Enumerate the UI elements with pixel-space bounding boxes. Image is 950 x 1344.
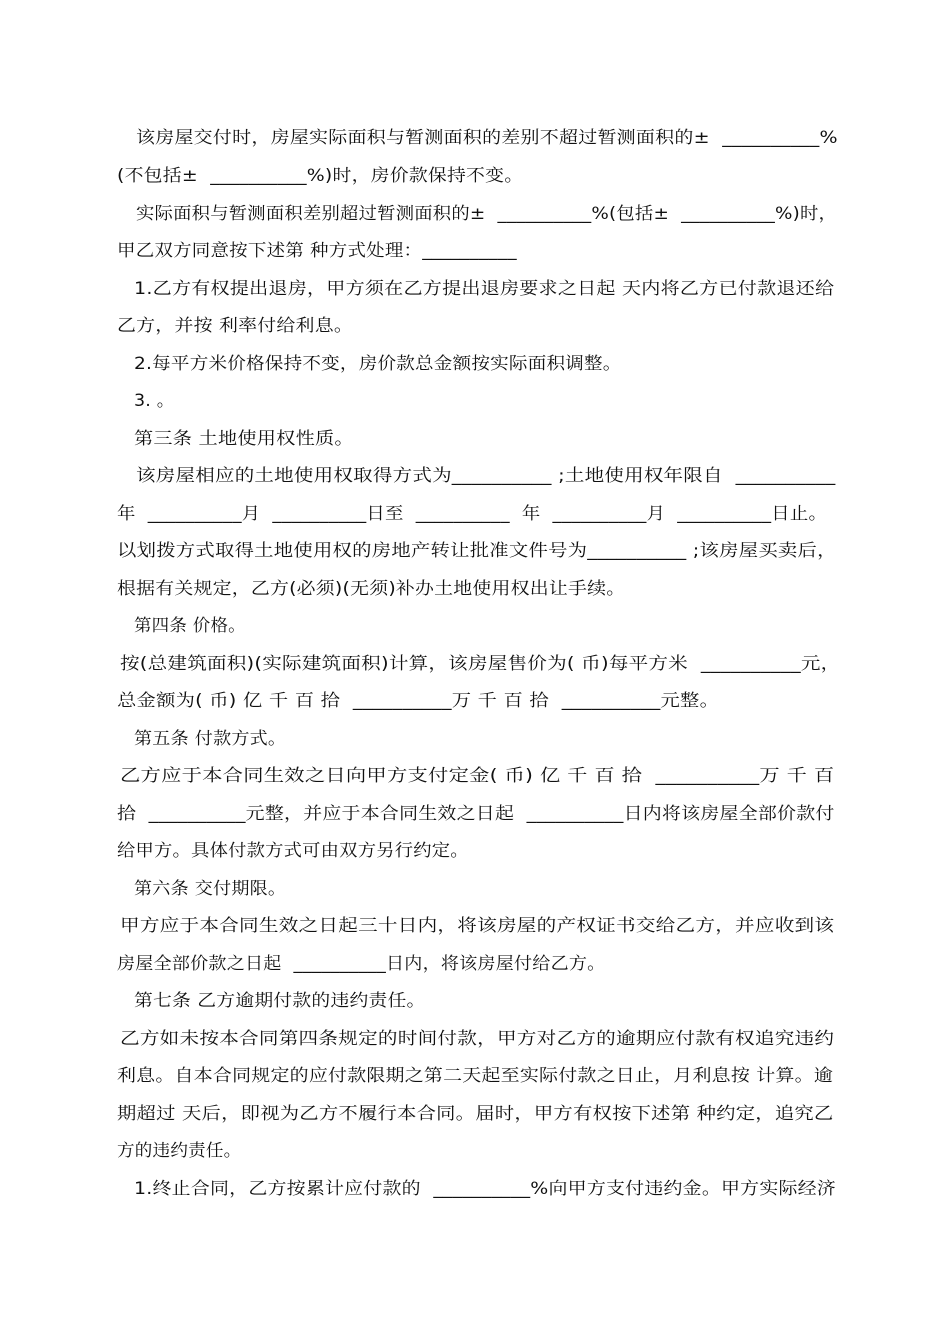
text-line: (不包括± __________%)时，房价款保持不变。 (117, 166, 524, 186)
text-line: 1.乙方有权提出退房，甲方须在乙方提出退房要求之日起 天内将乙方已付款退还给 (134, 279, 835, 299)
text-line: 1.终止合同，乙方按累计应付款的 __________%向甲方支付违约金。甲方实际经济 (134, 1179, 836, 1199)
section-heading: 第七条 乙方逾期付款的违约责任。 (134, 991, 426, 1011)
text-line: 该房屋交付时，房屋实际面积与暂测面积的差别不超过暂测面积的± __________% (136, 128, 838, 148)
text-line: 利息。自本合同规定的应付款限期之第二天起至实际付款之日止，月利息按 计算。逾 (117, 1066, 834, 1086)
text-line: 根据有关规定，乙方(必须)(无须)补办土地使用权出让手续。 (117, 579, 626, 599)
text-line: 按(总建筑面积)(实际建筑面积)计算，该房屋售价为( 币)每平方米 __________元， (120, 654, 841, 674)
text-line: 甲方应于本合同生效之日起三十日内，将该房屋的产权证书交给乙方，并应收到该 (120, 916, 835, 936)
text-line: 总金额为( 币) 亿 千 百 拾 __________万 千 百 拾 __________元整。 (117, 691, 720, 711)
text-line: 甲乙双方同意按下述第 种方式处理：__________ (117, 241, 517, 261)
text-line: 乙方应于本合同生效之日向甲方支付定金( 币) 亿 千 百 拾 __________万 千 百 (120, 766, 835, 786)
text-line: 2.每平方米价格保持不变，房价款总金额按实际面积调整。 (134, 354, 622, 374)
text-line: 方的违约责任。 (117, 1141, 242, 1161)
section-heading: 第三条 土地使用权性质。 (134, 429, 354, 449)
section-heading: 第五条 付款方式。 (134, 729, 287, 749)
text-line: 乙方如未按本合同第四条规定的时间付款，甲方对乙方的逾期应付款有权追究违约 (120, 1029, 835, 1049)
text-line: 3. 。 (134, 391, 175, 411)
section-heading: 第四条 价格。 (134, 616, 246, 636)
text-line: 期超过 天后，即视为乙方不履行本合同。届时，甲方有权按下述第 种约定，追究乙 (117, 1104, 834, 1124)
text-line: 给甲方。具体付款方式可由双方另行约定。 (117, 841, 469, 861)
text-line: 该房屋相应的土地使用权取得方式为__________ ;土地使用权年限自 __________ (136, 466, 836, 486)
section-heading: 第六条 交付期限。 (134, 879, 287, 899)
text-line: 以划拨方式取得土地使用权的房地产转让批准文件号为__________ ;该房屋买卖后， (117, 541, 837, 561)
text-line: 拾 __________元整，并应于本合同生效之日起 __________日内将该房屋全部价款付 (117, 804, 835, 824)
text-line: 年 __________月 __________日至 __________ 年 __________月 __________日止。 (117, 504, 828, 524)
text-line: 实际面积与暂测面积差别超过暂测面积的± __________%(包括± __________%)时， (136, 204, 838, 224)
text-line: 乙方，并按 利率付给利息。 (117, 316, 354, 336)
text-line: 房屋全部价款之日起 __________日内，将该房屋付给乙方。 (117, 954, 606, 974)
